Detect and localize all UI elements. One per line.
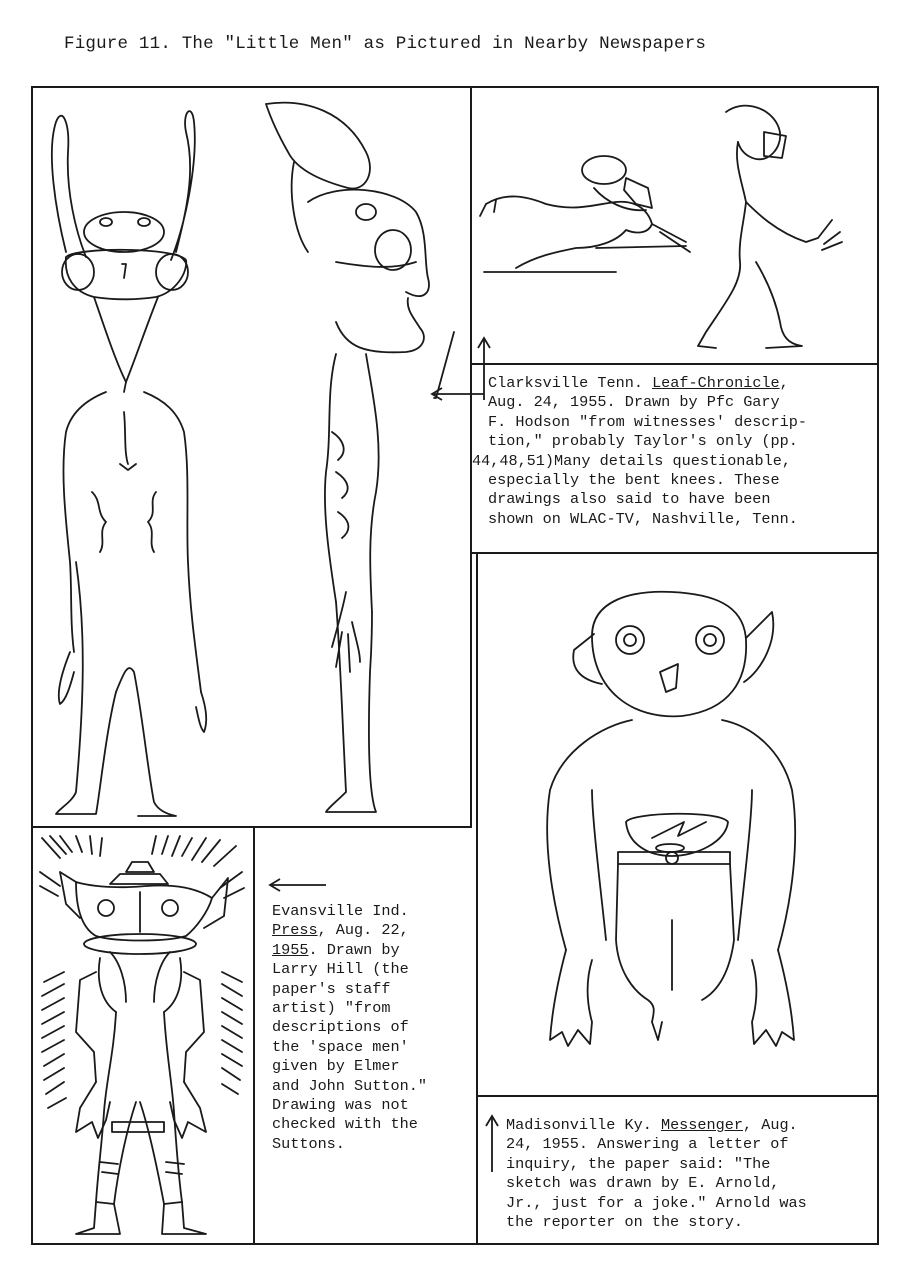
divider-left-horizontal	[31, 826, 472, 828]
newspaper-name: Press	[272, 921, 318, 940]
caption-line: Aug. 24, 1955. Drawn by Pfc Gary	[488, 393, 780, 412]
newspaper-name: Messenger	[660, 1116, 743, 1134]
caption-text: , Aug.	[742, 1116, 798, 1134]
evansville-figure-drawing	[36, 832, 250, 1240]
caption-line: Larry Hill (the	[272, 960, 409, 979]
caption-line: Evansville Ind.	[272, 902, 409, 920]
caption-evansville	[272, 902, 427, 1154]
caption-text: , Aug. 22,	[317, 921, 409, 940]
divider-bottom-right-vertical	[476, 552, 478, 1245]
caption-line: Suttons.	[272, 1134, 345, 1153]
front-view-figure	[52, 111, 206, 816]
crawling-figure	[480, 156, 690, 272]
caption-line: paper's staff	[272, 979, 391, 998]
figure-title: Figure 11. The "Little Men" as Pictured in Nearby Newspapers	[64, 34, 707, 54]
caption-madisonville	[506, 1116, 807, 1232]
madisonville-up-arrow	[482, 1112, 502, 1176]
caption-line: shown on WLAC-TV, Nashville, Tenn.	[488, 509, 798, 528]
caption-line: the 'space men'	[272, 1037, 409, 1056]
caption-text: Madisonville Ky.	[506, 1116, 661, 1134]
newspaper-name: Leaf-Chronicle	[652, 374, 780, 392]
caption-line: sketch was drawn by E. Arnold,	[506, 1174, 780, 1193]
divider-caption-horizontal	[472, 552, 879, 554]
caption-line: Drawing was not	[272, 1096, 409, 1115]
side-view-figure	[266, 103, 429, 812]
caption-line: artist) "from	[272, 999, 391, 1018]
caption-line: drawings also said to have been	[488, 490, 771, 509]
clarksville-figures-drawing	[36, 92, 466, 822]
caption-text: ,	[779, 374, 789, 392]
caption-line: the reporter on the story.	[506, 1213, 743, 1232]
caption-line: 24, 1955. Answering a letter of	[506, 1135, 789, 1154]
caption-line: especially the bent knees. These	[488, 471, 780, 490]
caption-line: Jr., just for a joke." Arnold was	[506, 1193, 807, 1212]
caption-line: 44,48,51)Many details questionable,	[472, 451, 791, 470]
caption-line: tion," probably Taylor's only (pp.	[488, 432, 798, 451]
caption-line: inquiry, the paper said: "The	[506, 1154, 771, 1173]
caption-line: descriptions of	[272, 1018, 409, 1037]
caption-text: Clarksville Tenn.	[488, 374, 653, 392]
caption-line: checked with the	[272, 1115, 418, 1134]
radiating-lines	[40, 836, 244, 1108]
madisonville-figure-drawing	[482, 560, 874, 1090]
caption-line: F. Hodson "from witnesses' descrip-	[488, 412, 807, 431]
divider-madisonville-horizontal	[476, 1095, 879, 1097]
caption-text: . Drawn by	[308, 940, 400, 959]
caption-line: given by Elmer	[272, 1057, 400, 1076]
divider-bottom-left-vertical	[253, 826, 255, 1245]
evansville-left-arrow	[266, 875, 330, 895]
divider-top-right-horizontal	[472, 363, 879, 365]
caption-line: and John Sutton."	[272, 1076, 427, 1095]
running-figures-drawing	[476, 92, 876, 358]
caption-clarksville	[472, 374, 807, 529]
walking-figure	[698, 106, 842, 348]
caption-year: 1955	[272, 940, 309, 959]
